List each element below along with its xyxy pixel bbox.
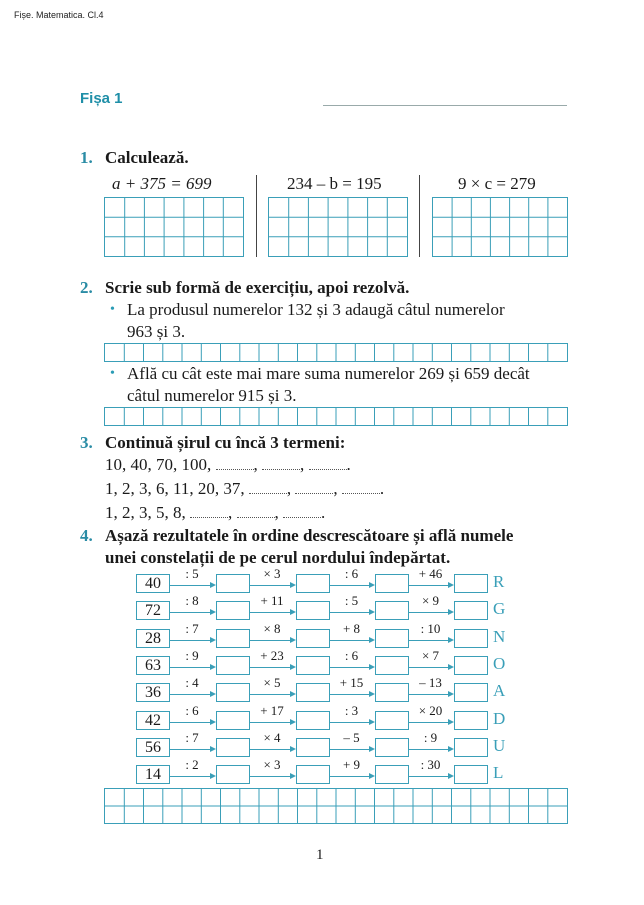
- result-box[interactable]: [454, 738, 488, 757]
- arrow-icon: [330, 667, 373, 668]
- terminator: .: [379, 479, 385, 498]
- q1-eq-3: 9 × c = 279: [458, 174, 536, 193]
- answer-blank[interactable]: [216, 457, 254, 470]
- page-header: Fișe. Matematica. Cl.4: [14, 10, 104, 20]
- q1-number: 1.: [80, 148, 93, 167]
- arrow-icon: [330, 722, 373, 723]
- arrow-icon: [170, 722, 214, 723]
- grid-lines: [105, 344, 567, 361]
- separator: ,: [274, 503, 279, 522]
- start-value: 63: [136, 656, 170, 675]
- arrow-icon: [409, 722, 452, 723]
- operation-label: × 20: [418, 703, 443, 718]
- answer-blank[interactable]: [237, 505, 275, 518]
- operation-label: : 5: [185, 566, 199, 581]
- operation-label: + 46: [418, 566, 443, 581]
- q4-title-line-1: Așază rezultatele în ordine descrescătoare și află numele: [105, 526, 514, 545]
- arrow-icon: [330, 612, 373, 613]
- start-value: 14: [136, 765, 170, 784]
- constellation-letter: L: [493, 763, 504, 782]
- q2-title: Scrie sub formă de exercițiu, apoi rezolvă.: [105, 278, 410, 297]
- arrow-icon: [170, 749, 214, 750]
- q4-title-line-2: unei constelații de pe cerul nordului îndepărtat.: [105, 548, 451, 567]
- arrow-icon: [250, 585, 294, 586]
- arrow-icon: [250, 749, 294, 750]
- answer-blank[interactable]: [295, 481, 333, 494]
- operation-label: : 30: [420, 757, 441, 772]
- start-value: 56: [136, 738, 170, 757]
- q3-sequence-1: [105, 455, 351, 475]
- arrow-icon: [250, 776, 294, 777]
- sequence-text: 1, 2, 3, 5, 8,: [105, 503, 186, 522]
- sequence-text: 10, 40, 70, 100,: [105, 455, 212, 474]
- q3-title: Continuă șirul cu încă 3 termeni:: [105, 433, 346, 452]
- start-value: 28: [136, 629, 170, 648]
- operation-label: × 3: [263, 757, 281, 772]
- answer-blank[interactable]: [190, 505, 228, 518]
- arrow-icon: [330, 694, 373, 695]
- operation-label: × 8: [263, 621, 281, 636]
- operation-label: + 23: [260, 648, 284, 663]
- separator: ,: [300, 455, 305, 474]
- arrow-icon: [170, 612, 214, 613]
- answer-blank[interactable]: [262, 457, 300, 470]
- q1-title: Calculează.: [105, 148, 189, 167]
- arrow-icon: [409, 667, 452, 668]
- q1-separator: [256, 175, 257, 257]
- constellation-letter: D: [493, 709, 506, 728]
- q2-number: 2.: [80, 278, 93, 297]
- start-value: 72: [136, 601, 170, 620]
- arrow-icon: [170, 776, 214, 777]
- operation-label: : 10: [420, 621, 441, 636]
- result-box[interactable]: [454, 574, 488, 593]
- operation-label: : 6: [344, 648, 359, 663]
- q1-separator: [419, 175, 420, 257]
- arrow-icon: [170, 667, 214, 668]
- page-number: 1: [316, 847, 324, 863]
- answer-blank[interactable]: [283, 505, 321, 518]
- constellation-letter: N: [493, 627, 506, 646]
- terminator: .: [346, 455, 351, 474]
- q1-grid-2[interactable]: [268, 197, 408, 257]
- operation-label: × 7: [421, 648, 440, 663]
- arrow-icon: [170, 585, 214, 586]
- arrow-icon: [170, 640, 214, 641]
- separator: ,: [333, 479, 338, 498]
- operation-label: × 3: [263, 566, 281, 581]
- arrow-icon: [409, 585, 452, 586]
- arrow-icon: [250, 722, 294, 723]
- operation-label: : 6: [344, 566, 359, 581]
- q1-grid-3[interactable]: [432, 197, 568, 257]
- arrow-icon: [330, 776, 373, 777]
- operation-label: + 15: [339, 675, 364, 690]
- answer-blank[interactable]: [342, 481, 380, 494]
- result-box[interactable]: [454, 601, 488, 620]
- operation-label: + 9: [342, 757, 361, 772]
- q2-item-1-line-2: 963 și 3.: [127, 322, 186, 341]
- operation-label: : 3: [344, 703, 359, 718]
- q3-sequence-3: [105, 503, 325, 523]
- start-value: 42: [136, 711, 170, 730]
- operation-label: – 5: [343, 730, 360, 745]
- operation-label: : 6: [185, 703, 199, 718]
- separator: ,: [253, 455, 258, 474]
- arrow-icon: [409, 694, 452, 695]
- q2-item-2-line-2: câtul numerelor 915 și 3.: [127, 386, 297, 405]
- arrow-icon: [250, 640, 294, 641]
- constellation-letter: R: [493, 572, 505, 591]
- q4-answer-grid[interactable]: [104, 788, 568, 824]
- start-value: 36: [136, 683, 170, 702]
- sheet-title: Fișa 1: [80, 90, 123, 107]
- grid-lines: [105, 408, 567, 425]
- q1-eq-2: 234 – b = 195: [287, 174, 382, 193]
- result-box[interactable]: [454, 656, 488, 675]
- q2-grid-1[interactable]: [104, 343, 568, 362]
- answer-blank[interactable]: [309, 457, 347, 470]
- arrow-icon: [330, 640, 373, 641]
- q3-number: 3.: [80, 433, 93, 452]
- operation-label: : 9: [185, 648, 199, 663]
- separator: ,: [286, 479, 292, 498]
- start-value: 40: [136, 574, 170, 593]
- operation-label: × 9: [421, 593, 440, 608]
- bullet-icon: •: [110, 366, 115, 381]
- arrow-icon: [330, 585, 373, 586]
- arrow-icon: [409, 776, 452, 777]
- arrow-icon: [409, 749, 452, 750]
- q2-grid-2[interactable]: [104, 407, 568, 426]
- operation-label: × 4: [263, 730, 281, 745]
- result-box[interactable]: [454, 711, 488, 730]
- arrow-icon: [409, 640, 452, 641]
- arrow-icon: [170, 694, 214, 695]
- q1-grid-1[interactable]: [104, 197, 244, 257]
- grid-lines: [105, 789, 567, 823]
- arrow-icon: [409, 612, 452, 613]
- operation-label: : 5: [344, 593, 359, 608]
- operation-label: + 11: [260, 593, 284, 608]
- q2-item-1-line-1: La produsul numerelor 132 și 3 adaugă câtul numerelor: [127, 300, 505, 319]
- operation-label: : 7: [185, 621, 199, 636]
- grid-lines: [269, 198, 407, 256]
- name-line[interactable]: [323, 105, 567, 106]
- constellation-letter: U: [493, 736, 506, 755]
- operation-label: : 2: [185, 757, 199, 772]
- arrow-icon: [330, 749, 373, 750]
- operation-label: : 8: [185, 593, 199, 608]
- constellation-letter: A: [493, 681, 506, 700]
- result-box[interactable]: [454, 683, 488, 702]
- sequence-text: 1, 2, 3, 6, 11, 20, 37,: [105, 479, 245, 498]
- constellation-letter: O: [493, 654, 506, 673]
- operation-label: : 9: [423, 730, 438, 745]
- q2-item-2-line-1: Află cu cât este mai mare suma numerelor 269 și 659 decât: [127, 364, 530, 383]
- operation-label: : 7: [185, 730, 199, 745]
- arrow-icon: [250, 694, 294, 695]
- result-box[interactable]: [454, 765, 488, 784]
- answer-blank[interactable]: [249, 481, 287, 494]
- constellation-letter: G: [493, 599, 506, 618]
- separator: ,: [228, 503, 233, 522]
- q1-eq-1: a + 375 = 699: [112, 174, 212, 193]
- arrow-icon: [250, 612, 294, 613]
- operation-label: + 8: [342, 621, 361, 636]
- operation-label: – 13: [419, 675, 442, 690]
- grid-lines: [105, 198, 243, 256]
- operation-label: + 17: [260, 703, 284, 718]
- q3-sequence-2: [105, 479, 384, 499]
- grid-lines: [433, 198, 567, 256]
- operation-label: × 5: [263, 675, 281, 690]
- terminator: .: [321, 503, 326, 522]
- operation-label: : 4: [185, 675, 199, 690]
- result-box[interactable]: [454, 629, 488, 648]
- arrow-icon: [250, 667, 294, 668]
- q4-number: 4.: [80, 526, 93, 545]
- bullet-icon: •: [110, 302, 115, 317]
